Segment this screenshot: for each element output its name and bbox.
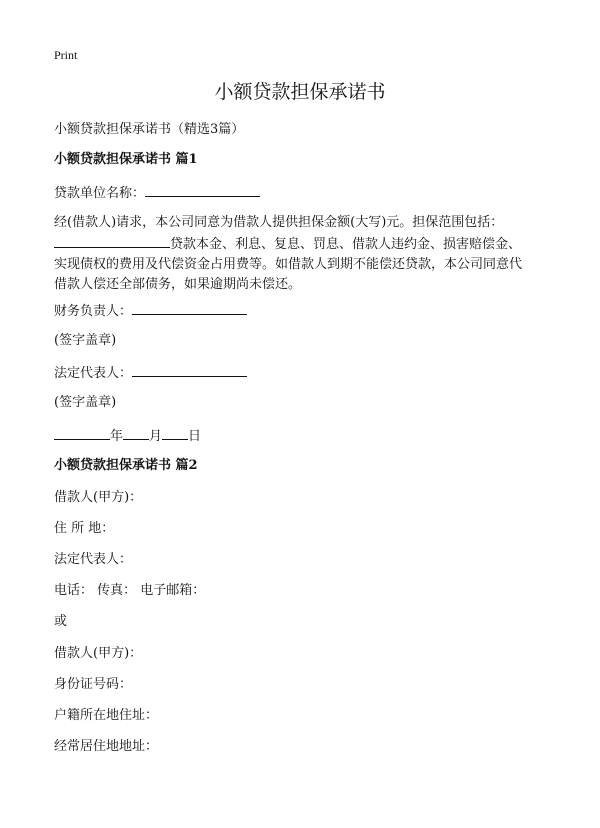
finance-officer-label: 财务负责人： [54, 304, 133, 319]
legal-rep-blank [132, 362, 247, 377]
legal-rep-label-2: 法定代表人： [54, 552, 133, 567]
month-label: 月 [149, 429, 163, 444]
id-number-label: 身份证号码： [54, 677, 133, 692]
borrower-party-a: 借款人(甲方)： [54, 490, 143, 505]
contact-info-line: 电话： 传真： 电子邮箱： [54, 583, 206, 598]
hukou-address-label: 户籍所在地住址： [54, 708, 159, 723]
domicile-label: 住 所 地： [54, 521, 115, 536]
lender-name-label: 贷款单位名称： [54, 186, 146, 201]
signature-seal-1: (签字盖章) [54, 333, 117, 348]
year-label: 年 [110, 429, 124, 444]
section2-heading: 小额贷款担保承诺书 篇2 [54, 458, 198, 473]
section1-heading: 小额贷款担保承诺书 篇1 [54, 152, 198, 167]
signature-seal-2: (签字盖章) [54, 395, 117, 410]
day-label: 日 [188, 429, 202, 444]
guarantee-paragraph [54, 213, 554, 295]
para-line-1: 经(借款人)请求，本公司同意为借款人提供担保金额(大写)元。担保范围包括： [54, 215, 504, 230]
legal-rep-line [54, 362, 247, 383]
or-text: 或 [54, 614, 68, 629]
para-line-2-text: 贷款本金、利息、复息、罚息、借款人违约金、损害赔偿金、 [170, 237, 522, 252]
para-line-2 [54, 233, 554, 255]
finance-officer-blank [132, 300, 247, 315]
lender-name-line [54, 182, 260, 203]
year-blank [54, 425, 110, 440]
legal-rep-label: 法定代表人： [54, 366, 133, 381]
para-line-4: 借款人偿还全部债务，如果逾期尚未偿还。 [54, 277, 302, 292]
print-label: Print [54, 48, 78, 62]
day-blank [162, 425, 188, 440]
amount-scope-blank [54, 233, 170, 248]
lender-name-blank [145, 182, 260, 197]
borrower-party-a-2: 借款人(甲方)： [54, 646, 143, 661]
date-line [54, 425, 201, 446]
document-subtitle: 小额贷款担保承诺书（精选3篇） [54, 122, 245, 137]
document-title: 小额贷款担保承诺书 [214, 81, 386, 103]
finance-officer-line [54, 300, 247, 321]
month-blank [123, 425, 149, 440]
residence-address-label: 经常居住地地址： [54, 739, 159, 754]
para-line-3: 实现债权的费用及代偿资金占用费等。如借款人到期不能偿还贷款，本公司同意代 [54, 257, 523, 272]
